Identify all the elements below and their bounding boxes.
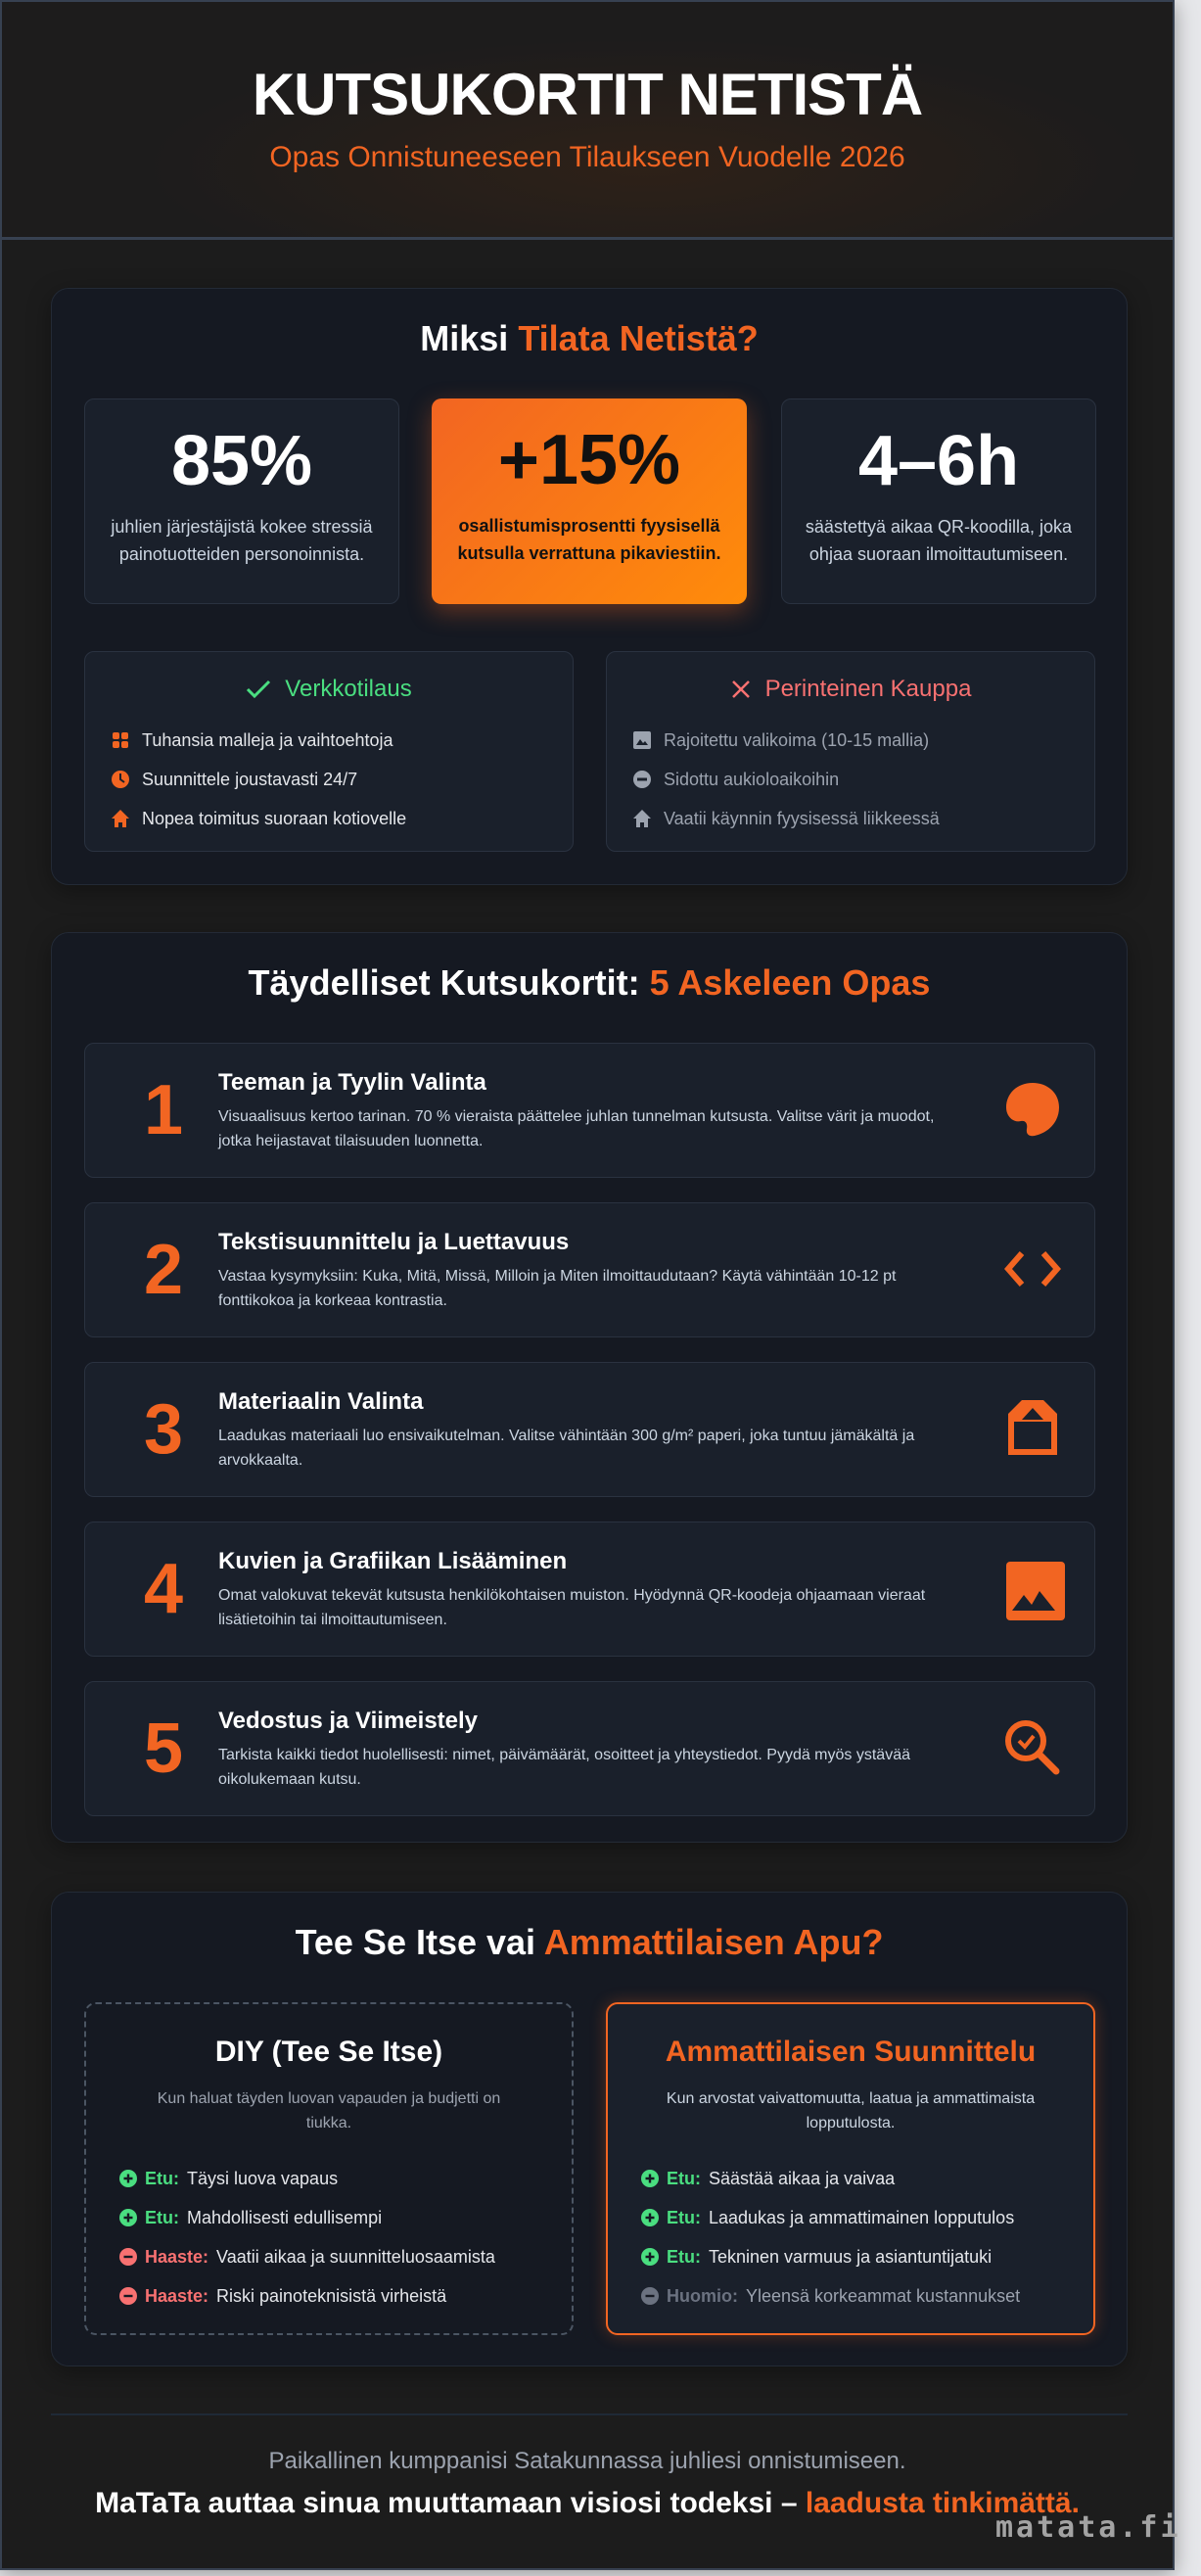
- pro-card: Ammattilaisen Suunnittelu Kun arvostat vaivattomuutta, laatua ja ammattimaista lopputulosta. Etu: Säästää aikaa ja vaivaa Etu: Laadukas ja ammattimainen lopputulos Etu: Tekninen varmuus ja asiantuntijatuki Huomio: Yleensä korkeammat kustannukset: [606, 2002, 1095, 2335]
- clock-icon: [111, 770, 130, 789]
- section-title: Tee Se Itse vai Ammattilaisen Apu?: [295, 1922, 884, 1962]
- list-item: Nopea toimitus suoraan kotiovelle: [111, 799, 573, 838]
- grid-icon: [111, 730, 130, 750]
- list-item: Haaste: Riski painoteknisistä virheistä: [119, 2276, 495, 2316]
- envelope-icon: [1000, 1396, 1065, 1461]
- home-icon: [632, 809, 652, 828]
- minus-circle-icon: [641, 2287, 659, 2305]
- list-item: Vaatii käynnin fyysisessä liikkeessä: [632, 799, 1094, 838]
- list-item: Tuhansia malleja ja vaihtoehtoja: [111, 721, 573, 760]
- plus-circle-icon: [641, 2209, 659, 2226]
- step-card: 5 Vedostus ja Viimeistely Tarkista kaikki tiedot huolellisesti: nimet, päivämäärät, osoitteet ja yhteystiedot. Pyydä myös ystävää oikolukemaan kutsu.: [84, 1681, 1095, 1816]
- diy-vs-pro-section: [51, 1892, 1128, 2366]
- footer-cta: MaTaTa auttaa sinua muuttamaan visiosi todeksi – laadusta tinkimättä.: [95, 2487, 1080, 2519]
- check-icon: [246, 679, 271, 700]
- store-box: Perinteinen Kauppa Rajoitettu valikoima (10-15 mallia) Sidottu aukioloaikoihin Vaatii käynnin fyysisessä liikkeessä: [606, 651, 1095, 852]
- list-item: Etu: Täysi luova vapaus: [119, 2159, 495, 2198]
- section-title: Täydelliset Kutsukortit: 5 Askeleen Opas: [248, 962, 931, 1003]
- list-item: Huomio: Yleensä korkeammat kustannukset: [641, 2276, 1020, 2316]
- home-icon: [111, 809, 130, 828]
- list-item: Etu: Säästää aikaa ja vaivaa: [641, 2159, 1020, 2198]
- step-card: 2 Tekstisuunnittelu ja Luettavuus Vastaa kysymyksiin: Kuka, Mitä, Missä, Milloin ja Miten ilmoittaudutaan? Käytä vähintään 10-12 pt fonttikokoa ja korkeaa kontrastia.: [84, 1202, 1095, 1337]
- search-check-icon: [1000, 1715, 1065, 1780]
- diy-card: DIY (Tee Se Itse) Kun haluat täyden luovan vapauden ja budjetti on tiukka. Etu: Täysi luova vapaus Etu: Mahdollisesti edullisempi Haaste: Vaatii aikaa ja suunnitteluosaamista Haaste: Riski painoteknisistä virheistä: [84, 2002, 574, 2335]
- list-item: Etu: Laadukas ja ammattimainen lopputulos: [641, 2198, 1020, 2237]
- plus-circle-icon: [641, 2248, 659, 2266]
- online-box: Verkkotilaus Tuhansia malleja ja vaihtoehtoja Suunnittele joustavasti 24/7 Nopea toimitus suoraan kotiovelle: [84, 651, 574, 852]
- plus-circle-icon: [119, 2209, 137, 2226]
- footer-divider: [51, 2413, 1128, 2415]
- image-icon: [632, 730, 652, 750]
- list-item: Suunnittele joustavasti 24/7: [111, 760, 573, 799]
- watermark: matata.fi: [995, 2510, 1181, 2545]
- step-card: 1 Teeman ja Tyylin Valinta Visuaalisuus kertoo tarinan. 70 % vieraista päättelee juhlan tunnelman kutsusta. Valitse värit ja muodot, jotka heijastavat tilaisuuden luonnetta.: [84, 1043, 1095, 1178]
- code-icon: [1000, 1237, 1065, 1301]
- step-card: 3 Materiaalin Valinta Laadukas materiaali luo ensivaikutelman. Valitse vähintään 300 g/m² paperi, joka tuntuu jämäkältä ja arvokkaalta.: [84, 1362, 1095, 1497]
- stat-card: 85% juhlien järjestäjistä kokee stressiä painotuotteiden personoinnista.: [84, 398, 399, 604]
- steps-section: [51, 932, 1128, 1843]
- minus-circle-icon: [119, 2248, 137, 2266]
- list-item: Rajoitettu valikoima (10-15 mallia): [632, 721, 1094, 760]
- page-title: KUTSUKORTIT NETISTÄ: [252, 62, 923, 127]
- page-subtitle: Opas Onnistuneeseen Tilaukseen Vuodelle 2026: [269, 141, 905, 173]
- stat-card-highlight: +15% osallistumisprosentti fyysisellä kutsulla verrattuna pikaviestiin.: [432, 398, 747, 604]
- list-item: Etu: Mahdollisesti edullisempi: [119, 2198, 495, 2237]
- plus-circle-icon: [641, 2170, 659, 2187]
- minus-circle-icon: [119, 2287, 137, 2305]
- image-icon: [1000, 1556, 1065, 1620]
- stat-card: 4–6h säästettyä aikaa QR-koodilla, joka ohjaa suoraan ilmoittautumiseen.: [781, 398, 1096, 604]
- footer-tagline: Paikallinen kumppanisi Satakunnassa juhliesi onnistumiseen.: [268, 2448, 906, 2474]
- why-online-section: [51, 288, 1128, 885]
- header: [2, 2, 1173, 240]
- step-card: 4 Kuvien ja Grafiikan Lisääminen Omat valokuvat tekevät kutsusta henkilökohtaisen muiston. Hyödynnä QR-koodeja ohjaamaan vieraat lisätietoihin tai ilmoittautumiseen.: [84, 1522, 1095, 1657]
- list-item: Sidottu aukioloaikoihin: [632, 760, 1094, 799]
- minus-circle-icon: [632, 770, 652, 789]
- list-item: Etu: Tekninen varmuus ja asiantuntijatuki: [641, 2237, 1020, 2276]
- section-title: Miksi Tilata Netistä?: [420, 318, 759, 358]
- plus-circle-icon: [119, 2170, 137, 2187]
- list-item: Haaste: Vaatii aikaa ja suunnitteluosaamista: [119, 2237, 495, 2276]
- palette-icon: [1000, 1077, 1065, 1142]
- x-icon: [730, 679, 752, 700]
